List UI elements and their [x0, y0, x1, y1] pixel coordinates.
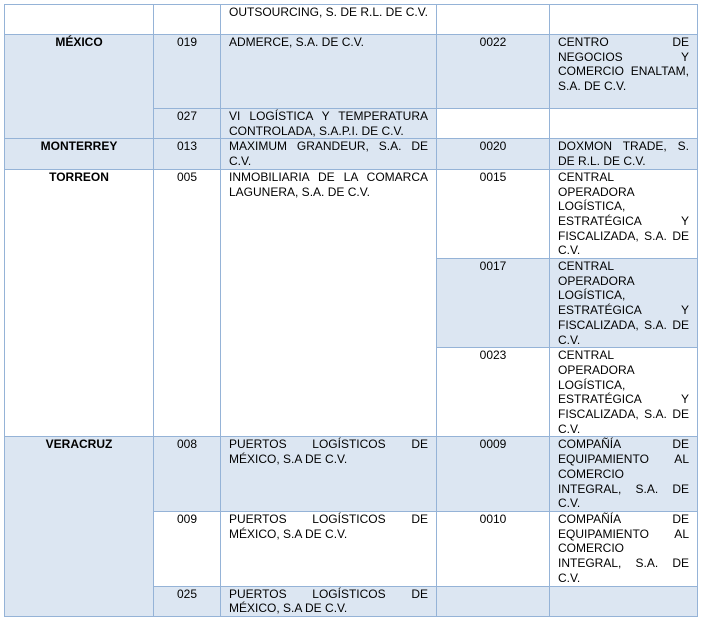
company-cell: CENTRAL OPERADORA LOGÍSTICA, ESTRATÉGICA Y FISCALIZADA, S.A. DE C.V.: [550, 348, 698, 437]
code-cell: 0022: [437, 35, 550, 109]
company-cell: DOXMON TRADE, S. DE R.L. DE C.V.: [550, 139, 698, 169]
customs-table: [4, 4, 698, 617]
company-cell: PUERTOS LOGÍSTICOS DE MÉXICO, S.A DE C.V.: [221, 511, 437, 586]
company-cell: PUERTOS LOGÍSTICOS DE MÉXICO, S.A DE C.V.: [221, 437, 437, 512]
company-cell: [550, 586, 698, 616]
company-cell: OUTSOURCING, S. DE R.L. DE C.V.: [221, 5, 437, 35]
company-cell: ADMERCE, S.A. DE C.V.: [221, 35, 437, 109]
company-cell: MAXIMUM GRANDEUR, S.A. DE C.V.: [221, 139, 437, 169]
company-cell: INMOBILIARIA DE LA COMARCA LAGUNERA, S.A. DE C.V.: [221, 169, 437, 437]
code-cell: 0009: [437, 437, 550, 512]
table-row: [5, 35, 698, 109]
company-cell: CENTRO DE NEGOCIOS Y COMERCIO ENALTAM, S.A. DE C.V.: [550, 35, 698, 109]
table-row: [5, 139, 698, 169]
table-row: [5, 5, 698, 35]
code-cell: [437, 5, 550, 35]
code-cell: 0023: [437, 348, 550, 437]
city-cell: MONTERREY: [5, 139, 154, 169]
city-cell: VERACRUZ: [5, 437, 154, 616]
code-cell: [154, 5, 221, 35]
table-row: [5, 169, 698, 258]
city-cell: MÉXICO: [5, 35, 154, 139]
code-cell: 0015: [437, 169, 550, 258]
code-cell: 008: [154, 437, 221, 512]
city-cell: [5, 5, 154, 35]
code-cell: 027: [154, 109, 221, 139]
code-cell: [437, 109, 550, 139]
company-cell: COMPAÑÍA DE EQUIPAMIENTO AL COMERCIO INTEGRAL, S.A. DE C.V.: [550, 511, 698, 586]
company-cell: [550, 109, 698, 139]
code-cell: 019: [154, 35, 221, 109]
company-cell: PUERTOS LOGÍSTICOS DE MÉXICO, S.A DE C.V.: [221, 586, 437, 616]
company-cell: COMPAÑÍA DE EQUIPAMIENTO AL COMERCIO INTEGRAL, S.A. DE C.V.: [550, 437, 698, 512]
company-cell: CENTRAL OPERADORA LOGÍSTICA, ESTRATÉGICA Y FISCALIZADA, S.A. DE C.V.: [550, 259, 698, 348]
company-cell: VI LOGÍSTICA Y TEMPERATURA CONTROLADA, S.A.P.I. DE C.V.: [221, 109, 437, 139]
city-cell: TORREON: [5, 169, 154, 437]
company-cell: [550, 5, 698, 35]
code-cell: 025: [154, 586, 221, 616]
code-cell: 013: [154, 139, 221, 169]
code-cell: 0017: [437, 259, 550, 348]
code-cell: [437, 586, 550, 616]
code-cell: 0020: [437, 139, 550, 169]
table-row: [5, 437, 698, 512]
code-cell: 0010: [437, 511, 550, 586]
code-cell: 009: [154, 511, 221, 586]
code-cell: 005: [154, 169, 221, 437]
company-cell: CENTRAL OPERADORA LOGÍSTICA, ESTRATÉGICA Y FISCALIZADA, S.A. DE C.V.: [550, 169, 698, 258]
